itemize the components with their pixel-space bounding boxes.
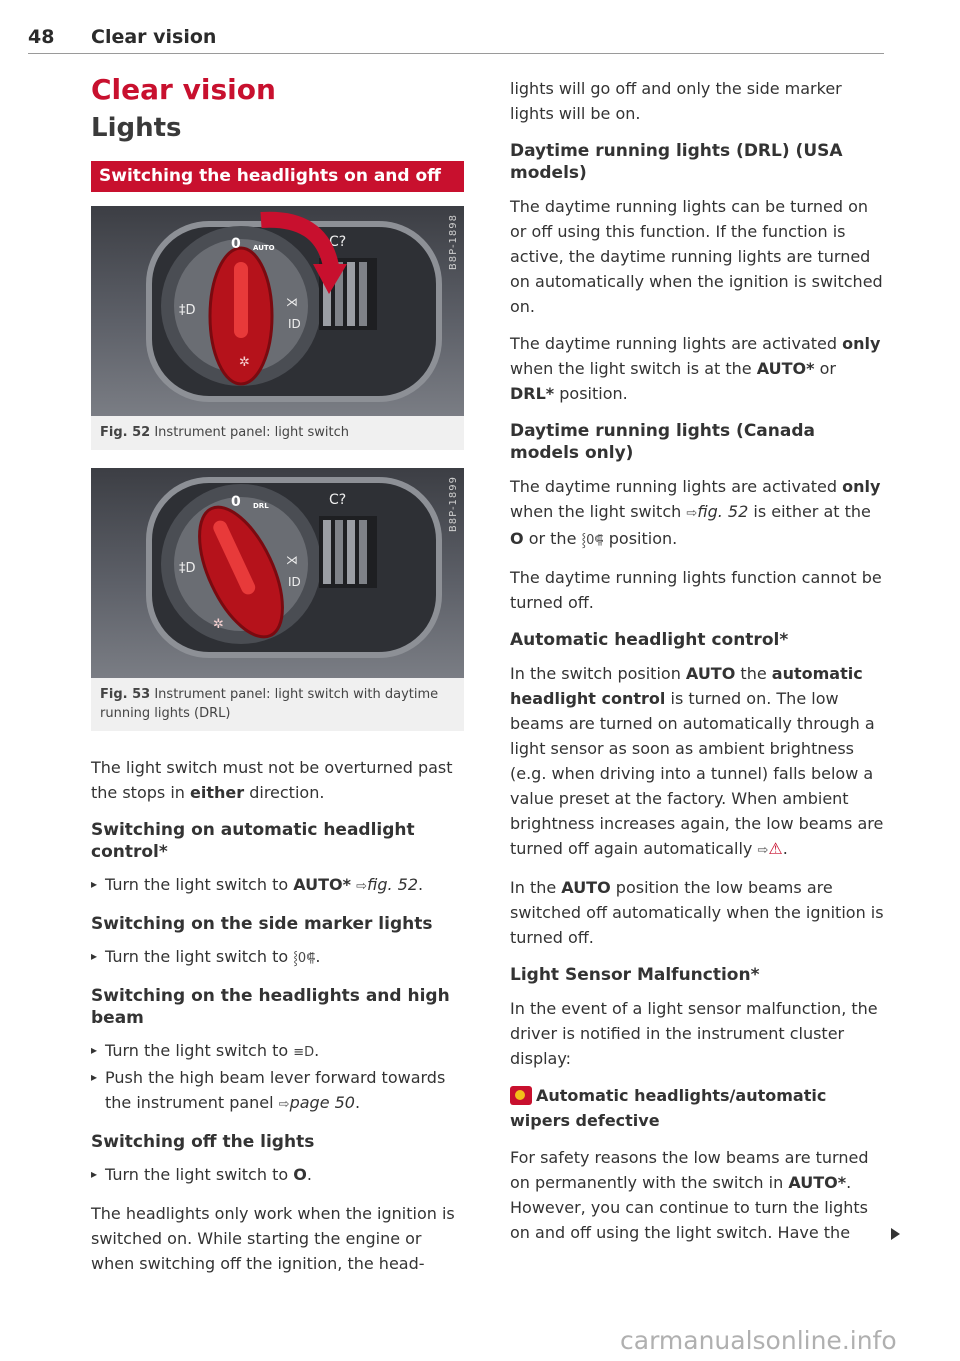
heading-headlights: Switching on the headlights and high beam: [91, 986, 450, 1028]
heading-sensor-malfunction: Light Sensor Malfunction*: [510, 965, 760, 985]
side-marker-icon: ⸾0⸿: [293, 951, 316, 966]
ref-arrow-icon: ⇨: [356, 879, 367, 894]
chapter-title: Clear vision: [91, 73, 276, 106]
step-side-marker: ▸ Turn the light switch to ⸾0⸿.: [91, 944, 464, 971]
figure-label: Fig. 52: [100, 425, 151, 440]
heading-drl-canada: Daytime running lights (Canada models only): [510, 421, 815, 463]
ref-arrow-icon: ⇨: [278, 1097, 290, 1112]
figure-caption-text: Instrument panel: light switch with daytime running lights (DRL): [100, 687, 439, 721]
figure-52: [91, 206, 464, 450]
knob-zero-label: 0: [231, 236, 241, 252]
fig-link[interactable]: fig. 52: [697, 502, 749, 521]
continue-arrow-icon: [891, 1228, 900, 1240]
svg-text:⋊: ⋊: [286, 295, 298, 309]
light-switch-drl-image: [91, 468, 464, 678]
knob-zero-label: 0: [231, 494, 241, 510]
light-switch-drl-illustration: [91, 468, 464, 678]
side-marker-icon: ⸾0⸿: [581, 533, 604, 548]
light-switch-illustration: [91, 206, 464, 416]
svg-text:⋊: ⋊: [286, 553, 298, 567]
svg-text:✲: ✲: [239, 355, 250, 370]
svg-text:ID: ID: [288, 317, 301, 331]
headlight-icon: ≡D: [293, 1045, 315, 1060]
figure-caption: [91, 678, 464, 731]
svg-text:‡D: ‡D: [179, 561, 196, 576]
auto-ignition-text: In the AUTO position the low beams are switched off automatically when the ignition is turned off.: [510, 878, 884, 947]
defect-message: Automatic headlights/automatic wipers defective: [510, 1086, 827, 1130]
watermark: carmanualsonline.info: [620, 1326, 897, 1355]
light-switch-image: [91, 206, 464, 416]
page-number: 48: [28, 26, 55, 48]
warning-icon[interactable]: ⚠: [768, 839, 783, 858]
sensor-malfunction-text: In the event of a light sensor malfunction, the driver is notified in the instrument cluster display:: [510, 999, 878, 1068]
drl-activation-text: The daytime running lights are activated only when the light switch is at the AUTO* or DRL* position.: [510, 334, 881, 403]
continued-text: lights will go off and only the side marker lights will be on.: [510, 79, 842, 123]
knob-auto-label: AUTO: [253, 244, 275, 252]
drl-off-text: The daytime running lights function cannot be turned off.: [510, 568, 882, 612]
step-headlights: ▸ Turn the light switch to ≡D.: [91, 1038, 464, 1065]
figure-caption-text: Instrument panel: light switch: [154, 425, 350, 440]
svg-text:C?: C?: [329, 492, 347, 508]
running-title: Clear vision: [91, 26, 217, 48]
figure-code: B8P-1898: [448, 214, 459, 271]
heading-drl-usa: Daytime running lights (DRL) (USA models): [510, 141, 843, 183]
auto-headlight-text: In the switch position AUTO the automatic headlight control is turned on. The low beams are turned on automatically through a light sensor as soon as ambient brightness (e.g. when driving into a tunnel) falls below a value preset at the factory. When ambient brightness increases again, the low beams are turned off again automatically ⇨⚠.: [510, 664, 884, 858]
heading-auto-headlight: Automatic headlight control*: [510, 630, 789, 650]
page-header: [28, 26, 884, 54]
svg-text:C?: C?: [329, 234, 347, 250]
drl-usa-text: The daytime running lights can be turned on or off using this function. If the function is active, the daytime running lights are turned on automatically when the ignition is switched on.: [510, 197, 883, 316]
drl-canada-text: The daytime running lights are activated only when the light switch ⇨fig. 52 is either at the O or the ⸾0⸿ position.: [510, 477, 881, 548]
thumbwheel: [319, 516, 377, 588]
step-auto: ▸ Turn the light switch to AUTO* ⇨fig. 52.: [91, 872, 464, 899]
right-column: [510, 76, 885, 1245]
step-lights-off: ▸ Turn the light switch to O.: [91, 1162, 464, 1187]
heading-lights-off: Switching off the lights: [91, 1132, 315, 1152]
light-sensor-warning-icon: [510, 1086, 532, 1105]
heading-auto-control: Switching on automatic headlight control*: [91, 820, 415, 862]
ref-arrow-icon: ⇨: [757, 843, 769, 858]
topic-banner: Switching the headlights on and off: [91, 161, 464, 192]
section-title: Lights: [91, 113, 182, 143]
page-link[interactable]: page 50: [289, 1093, 355, 1112]
heading-side-marker: Switching on the side marker lights: [91, 914, 433, 934]
left-column: [91, 72, 464, 1276]
figure-code: B8P-1899: [448, 476, 459, 533]
figure-label: Fig. 53: [100, 687, 151, 702]
ignition-note: The headlights only work when the ignition is switched on. While starting the engine or when switching off the ignition, the head-: [91, 1204, 455, 1273]
overturn-note: The light switch must not be overturned past the stops in either direction.: [91, 758, 453, 802]
ref-arrow-icon: ⇨: [686, 506, 698, 521]
svg-text:‡D: ‡D: [179, 303, 196, 318]
step-high-beam: ▸ Push the high beam lever forward towards the instrument panel ⇨page 50.: [91, 1065, 464, 1117]
safety-text: For safety reasons the low beams are turned on permanently with the switch in AUTO*. However, you can continue to turn the lights on and off using the light switch. Have the: [510, 1148, 869, 1242]
fig-link[interactable]: fig. 52: [366, 875, 419, 894]
figure-53: [91, 468, 464, 731]
svg-text:✲: ✲: [213, 617, 224, 632]
knob-drl-label: DRL: [253, 502, 269, 510]
figure-caption: [91, 416, 464, 450]
svg-text:ID: ID: [288, 575, 301, 589]
